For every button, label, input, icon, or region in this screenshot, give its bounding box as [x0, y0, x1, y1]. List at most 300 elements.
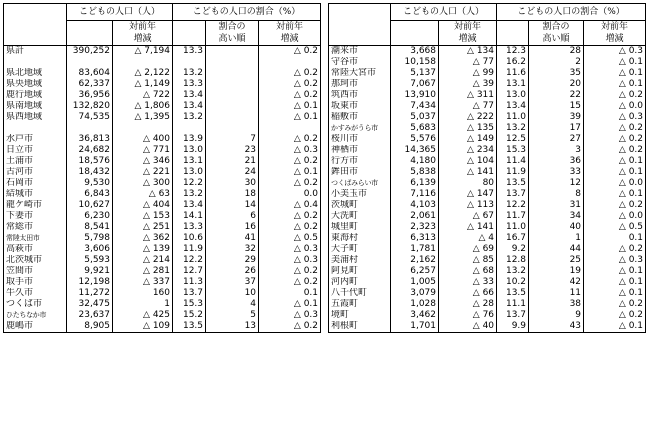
population-change-cell: △ 28 [439, 299, 497, 310]
table-row [4, 178, 321, 189]
rank-cell: 33 [529, 167, 584, 178]
rank-cell: 1 [529, 233, 584, 244]
population-cell: 10,627 [67, 200, 113, 211]
population-change-cell: △ 40 [439, 321, 497, 333]
name-cell: 美浦村 [329, 255, 391, 266]
population-change-cell: △ 4 [439, 233, 497, 244]
population-value-header [67, 21, 113, 46]
population-change-cell: △ 33 [439, 277, 497, 288]
population-cell: 12,198 [67, 277, 113, 288]
population-change-cell: △ 722 [113, 90, 173, 101]
ratio-cell: 13.2 [497, 266, 529, 277]
ratio-cell: 13.3 [173, 222, 206, 233]
population-cell: 10,158 [391, 57, 439, 68]
rank-cell: 30 [206, 178, 259, 189]
name-cell: 河内町 [329, 277, 391, 288]
table-row [329, 288, 646, 299]
table-row [4, 101, 321, 112]
population-cell: 5,838 [391, 167, 439, 178]
population-change-cell: △ 66 [439, 288, 497, 299]
ratio-change-cell: 0.1 [584, 233, 646, 244]
name-cell: 鉾田市 [329, 167, 391, 178]
population-cell [67, 57, 113, 68]
population-cell: 6,257 [391, 266, 439, 277]
ratio-change-cell: △ 0.1 [584, 156, 646, 167]
ratio-change-cell: △ 0.2 [259, 211, 321, 222]
population-change-cell: △ 771 [113, 145, 173, 156]
table-row [329, 156, 646, 167]
name-cell: 茨城町 [329, 200, 391, 211]
table-row [329, 90, 646, 101]
rank-header: 割合の 高い順 [206, 21, 259, 46]
population-change-cell: △ 153 [113, 211, 173, 222]
ratio-cell: 13.1 [497, 79, 529, 90]
population-change-cell: △ 147 [439, 189, 497, 200]
table-row [4, 266, 321, 277]
name-cell: 坂東市 [329, 101, 391, 112]
table-row [329, 222, 646, 233]
name-cell: 龍ケ崎市 [4, 200, 67, 211]
rank-cell: 32 [206, 244, 259, 255]
ratio-change-cell: 0.0 [259, 189, 321, 200]
ratio-change-cell: △ 0.3 [259, 145, 321, 156]
ratio-change-cell [259, 57, 321, 68]
name-cell: 水戸市 [4, 134, 67, 145]
population-cell: 9,921 [67, 266, 113, 277]
ratio-cell [173, 57, 206, 68]
ratio-change-cell: △ 0.1 [584, 57, 646, 68]
ratio-change-cell: △ 0.2 [584, 299, 646, 310]
name-cell: 常陸太田市 [4, 233, 67, 244]
rank-cell: 2 [529, 57, 584, 68]
name-cell: 利根町 [329, 321, 391, 333]
ratio-cell: 12.7 [173, 266, 206, 277]
population-change-cell: △ 346 [113, 156, 173, 167]
table-row [4, 321, 321, 333]
population-cell: 1,005 [391, 277, 439, 288]
separator-row [4, 123, 321, 134]
table-row [329, 233, 646, 244]
population-change-cell: △ 404 [113, 200, 173, 211]
table-row [4, 79, 321, 90]
ratio-change-cell: △ 0.2 [259, 68, 321, 79]
table-row [329, 255, 646, 266]
rank-cell: 20 [529, 79, 584, 90]
name-cell: 八千代町 [329, 288, 391, 299]
rank-cell: 18 [206, 189, 259, 200]
ratio-cell: 13.7 [497, 189, 529, 200]
ratio-change-cell: △ 0.3 [584, 112, 646, 123]
rank-cell: 11 [529, 288, 584, 299]
name-cell: つくば市 [4, 299, 67, 310]
population-change-cell: △ 113 [439, 200, 497, 211]
table-row [4, 112, 321, 123]
table-row [4, 222, 321, 233]
name-cell: 境町 [329, 310, 391, 321]
ratio-cell: 13.3 [173, 79, 206, 90]
population-change-cell: △ 135 [439, 123, 497, 134]
population-cell: 3,079 [391, 288, 439, 299]
ratio-change-cell: △ 0.2 [584, 145, 646, 156]
name-cell [4, 123, 67, 134]
table-row [329, 101, 646, 112]
name-header [329, 4, 391, 46]
population-cell: 9,530 [67, 178, 113, 189]
rank-cell: 10 [206, 288, 259, 299]
population-cell: 390,252 [67, 46, 113, 58]
table-row [4, 145, 321, 156]
population-cell: 2,323 [391, 222, 439, 233]
table-row [329, 299, 646, 310]
population-cell: 32,475 [67, 299, 113, 310]
rank-cell: 14 [206, 200, 259, 211]
ratio-change-cell: △ 0.2 [584, 310, 646, 321]
name-cell: 大子町 [329, 244, 391, 255]
rank-cell: 37 [206, 277, 259, 288]
ratio-change-cell: 0.1 [259, 288, 321, 299]
ratio-change-cell: △ 0.2 [584, 244, 646, 255]
table-row [4, 299, 321, 310]
population-cell: 18,432 [67, 167, 113, 178]
population-cell: 36,956 [67, 90, 113, 101]
population-yoy-header: 対前年 増減 [439, 21, 497, 46]
ratio-change-cell: △ 0.4 [259, 200, 321, 211]
ratio-cell: 14.1 [173, 211, 206, 222]
ratio-change-cell: △ 0.1 [259, 167, 321, 178]
ratio-cell: 11.4 [497, 156, 529, 167]
ratio-change-cell: △ 0.3 [259, 255, 321, 266]
table-row [329, 167, 646, 178]
ratio-cell: 13.5 [497, 288, 529, 299]
rank-cell [206, 46, 259, 58]
ratio-cell: 16.2 [497, 57, 529, 68]
name-cell: 神栖市 [329, 145, 391, 156]
ratio-cell: 16.7 [497, 233, 529, 244]
population-cell: 5,037 [391, 112, 439, 123]
name-cell: 東海村 [329, 233, 391, 244]
population-change-cell: △ 362 [113, 233, 173, 244]
rank-cell: 13 [206, 321, 259, 333]
rank-cell: 38 [529, 299, 584, 310]
population-change-cell: △ 425 [113, 310, 173, 321]
rank-cell: 8 [529, 189, 584, 200]
ratio-cell: 13.5 [497, 178, 529, 189]
population-cell: 2,061 [391, 211, 439, 222]
population-cell: 1,701 [391, 321, 439, 333]
name-cell: 筑西市 [329, 90, 391, 101]
population-change-cell: △ 85 [439, 255, 497, 266]
population-cell: 83,604 [67, 68, 113, 79]
table-row [329, 310, 646, 321]
rank-cell: 5 [206, 310, 259, 321]
ratio-change-cell: △ 0.1 [259, 299, 321, 310]
rank-cell [206, 79, 259, 90]
ratio-cell: 13.1 [173, 156, 206, 167]
population-change-cell: 160 [113, 288, 173, 299]
population-change-cell: △ 300 [113, 178, 173, 189]
name-cell: 県央地域 [4, 79, 67, 90]
population-cell: 18,576 [67, 156, 113, 167]
rank-cell: 24 [206, 167, 259, 178]
population-cell: 36,813 [67, 134, 113, 145]
rank-cell: 19 [529, 266, 584, 277]
name-cell: 城里町 [329, 222, 391, 233]
separator-row [4, 57, 321, 68]
name-cell: 県計 [4, 46, 67, 58]
name-cell: 取手市 [4, 277, 67, 288]
ratio-cell: 13.5 [173, 321, 206, 333]
population-cell: 6,843 [67, 189, 113, 200]
table-row [4, 46, 321, 58]
table-row [329, 123, 646, 134]
population-change-cell: 80 [439, 178, 497, 189]
rank-cell: 39 [529, 112, 584, 123]
ratio-change-cell: △ 0.0 [584, 178, 646, 189]
name-cell: 古河市 [4, 167, 67, 178]
rank-cell: 34 [529, 211, 584, 222]
ratio-change-cell: △ 0.2 [259, 277, 321, 288]
name-cell: 笠間市 [4, 266, 67, 277]
ratio-cell: 13.2 [173, 68, 206, 79]
ratio-cell: 13.3 [173, 46, 206, 58]
name-cell [4, 57, 67, 68]
rank-cell: 26 [206, 266, 259, 277]
rank-cell [206, 68, 259, 79]
ratio-cell: 11.3 [173, 277, 206, 288]
table-row [329, 57, 646, 68]
population-change-cell: △ 99 [439, 68, 497, 79]
rank-cell: 27 [529, 134, 584, 145]
population-cell: 6,230 [67, 211, 113, 222]
name-cell: 那珂市 [329, 79, 391, 90]
table-row [4, 277, 321, 288]
rank-cell: 22 [529, 90, 584, 101]
name-cell: 稲敷市 [329, 112, 391, 123]
name-cell: 高萩市 [4, 244, 67, 255]
ratio-cell [173, 123, 206, 134]
table-row [329, 266, 646, 277]
ratio-change-cell: △ 0.1 [584, 79, 646, 90]
rank-cell: 16 [206, 222, 259, 233]
table-row [329, 321, 646, 333]
rank-cell: 15 [529, 101, 584, 112]
table-row [329, 200, 646, 211]
name-cell: つくばみらい市 [329, 178, 391, 189]
population-change-cell: △ 400 [113, 134, 173, 145]
population-change-cell: △ 39 [439, 79, 497, 90]
ratio-cell: 12.2 [497, 200, 529, 211]
ratio-change-cell: △ 0.2 [584, 123, 646, 134]
ratio-yoy-header: 対前年 増減 [584, 21, 646, 46]
ratio-change-cell: △ 0.2 [259, 178, 321, 189]
table-row [329, 145, 646, 156]
ratio-cell: 10.2 [497, 277, 529, 288]
rank-header: 割合の 高い順 [529, 21, 584, 46]
ratio-change-cell: △ 0.1 [584, 266, 646, 277]
population-cell: 5,683 [391, 123, 439, 134]
rank-cell: 4 [206, 299, 259, 310]
population-cell: 3,462 [391, 310, 439, 321]
population-cell: 8,905 [67, 321, 113, 333]
ratio-cell: 13.2 [173, 189, 206, 200]
name-cell: 牛久市 [4, 288, 67, 299]
table-row [4, 90, 321, 101]
rank-cell: 40 [529, 222, 584, 233]
name-header [4, 4, 67, 46]
population-cell: 2,162 [391, 255, 439, 266]
ratio-cell: 13.2 [497, 123, 529, 134]
ratio-cell: 15.3 [497, 145, 529, 156]
table-row [329, 46, 646, 58]
ratio-cell: 12.8 [497, 255, 529, 266]
ratio-header: こどもの人口の割合（%） [497, 4, 646, 21]
population-cell: 4,103 [391, 200, 439, 211]
population-value-header [391, 21, 439, 46]
table-row [4, 288, 321, 299]
population-cell: 14,365 [391, 145, 439, 156]
population-change-cell: △ 221 [113, 167, 173, 178]
ratio-cell: 12.2 [173, 178, 206, 189]
ratio-change-cell: △ 0.2 [259, 156, 321, 167]
population-change-cell: △ 214 [113, 255, 173, 266]
table-row [329, 134, 646, 145]
ratio-change-cell: △ 0.1 [584, 288, 646, 299]
rank-cell: 23 [206, 145, 259, 156]
population-cell: 5,576 [391, 134, 439, 145]
ratio-change-cell: △ 0.1 [584, 68, 646, 79]
rank-cell: 17 [529, 123, 584, 134]
name-cell: 日立市 [4, 145, 67, 156]
table-left [3, 3, 321, 333]
ratio-change-cell: △ 0.3 [259, 310, 321, 321]
rank-cell: 21 [206, 156, 259, 167]
table-row [329, 68, 646, 79]
population-cell: 5,593 [67, 255, 113, 266]
ratio-cell: 15.2 [173, 310, 206, 321]
ratio-change-cell: △ 0.2 [584, 200, 646, 211]
ratio-cell: 10.6 [173, 233, 206, 244]
ratio-change-cell: △ 0.2 [584, 134, 646, 145]
rank-cell: 31 [529, 200, 584, 211]
population-change-cell [113, 57, 173, 68]
rank-cell: 28 [529, 46, 584, 58]
ratio-change-cell: △ 0.2 [259, 134, 321, 145]
name-cell: 県西地域 [4, 112, 67, 123]
rank-cell [206, 57, 259, 68]
name-cell: 大洗町 [329, 211, 391, 222]
population-change-cell: △ 134 [439, 46, 497, 58]
table-row [4, 156, 321, 167]
population-header: こどもの人口（人） [391, 4, 497, 21]
population-cell: 1,781 [391, 244, 439, 255]
ratio-change-cell: △ 0.1 [584, 277, 646, 288]
rank-cell: 44 [529, 244, 584, 255]
population-header: こどもの人口（人） [67, 4, 173, 21]
table-row [329, 79, 646, 90]
population-cell: 11,272 [67, 288, 113, 299]
population-change-cell: △ 77 [439, 101, 497, 112]
table-row [4, 244, 321, 255]
rank-cell [206, 90, 259, 101]
ratio-cell: 13.4 [173, 90, 206, 101]
population-cell: 4,180 [391, 156, 439, 167]
rank-cell [206, 101, 259, 112]
population-change-cell: △ 109 [113, 321, 173, 333]
ratio-cell: 13.7 [173, 288, 206, 299]
ratio-cell: 12.3 [497, 46, 529, 58]
ratio-change-cell: △ 0.2 [259, 46, 321, 58]
population-cell: 5,137 [391, 68, 439, 79]
name-cell: 鹿嶋市 [4, 321, 67, 333]
ratio-yoy-header: 対前年 増減 [259, 21, 321, 46]
population-change-cell: △ 281 [113, 266, 173, 277]
ratio-cell: 12.5 [497, 134, 529, 145]
population-cell: 74,535 [67, 112, 113, 123]
ratio-change-cell: △ 0.1 [584, 189, 646, 200]
name-cell: 桜川市 [329, 134, 391, 145]
population-cell [67, 123, 113, 134]
ratio-change-cell: △ 0.0 [584, 211, 646, 222]
ratio-cell: 13.0 [173, 167, 206, 178]
population-cell: 7,116 [391, 189, 439, 200]
name-cell: 県南地域 [4, 101, 67, 112]
population-cell: 3,668 [391, 46, 439, 58]
table-row [4, 310, 321, 321]
ratio-cell: 13.7 [497, 310, 529, 321]
population-change-cell: △ 63 [113, 189, 173, 200]
ratio-change-cell: △ 0.2 [259, 90, 321, 101]
population-cell: 7,067 [391, 79, 439, 90]
ratio-cell: 13.4 [173, 101, 206, 112]
name-cell: 五霞町 [329, 299, 391, 310]
ratio-cell: 11.1 [497, 299, 529, 310]
population-cell: 23,637 [67, 310, 113, 321]
ratio-cell: 9.2 [497, 244, 529, 255]
name-cell: 結城市 [4, 189, 67, 200]
ratio-cell: 13.0 [173, 145, 206, 156]
ratio-change-cell: △ 0.0 [584, 101, 646, 112]
population-cell: 6,313 [391, 233, 439, 244]
table-row [4, 211, 321, 222]
ratio-cell: 13.9 [173, 134, 206, 145]
population-change-cell: △ 104 [439, 156, 497, 167]
table-row [329, 178, 646, 189]
ratio-cell: 13.4 [173, 200, 206, 211]
population-change-cell: △ 141 [439, 222, 497, 233]
population-change-cell: △ 1,395 [113, 112, 173, 123]
population-cell: 1,028 [391, 299, 439, 310]
name-cell: 潮来市 [329, 46, 391, 58]
table-row [4, 200, 321, 211]
population-change-cell: △ 141 [439, 167, 497, 178]
ratio-change-cell: △ 0.1 [259, 112, 321, 123]
rank-cell: 9 [529, 310, 584, 321]
population-change-cell: △ 1,149 [113, 79, 173, 90]
name-cell: 下妻市 [4, 211, 67, 222]
name-cell: かすみがうら市 [329, 123, 391, 134]
population-change-cell [113, 123, 173, 134]
table-row [329, 189, 646, 200]
ratio-cell: 11.9 [497, 167, 529, 178]
rank-cell: 29 [206, 255, 259, 266]
ratio-cell: 13.4 [497, 101, 529, 112]
table-row [329, 244, 646, 255]
ratio-cell: 15.3 [173, 299, 206, 310]
ratio-change-cell: △ 0.2 [259, 79, 321, 90]
population-cell: 3,606 [67, 244, 113, 255]
population-yoy-header: 対前年 増減 [113, 21, 173, 46]
name-cell: 北茨城市 [4, 255, 67, 266]
